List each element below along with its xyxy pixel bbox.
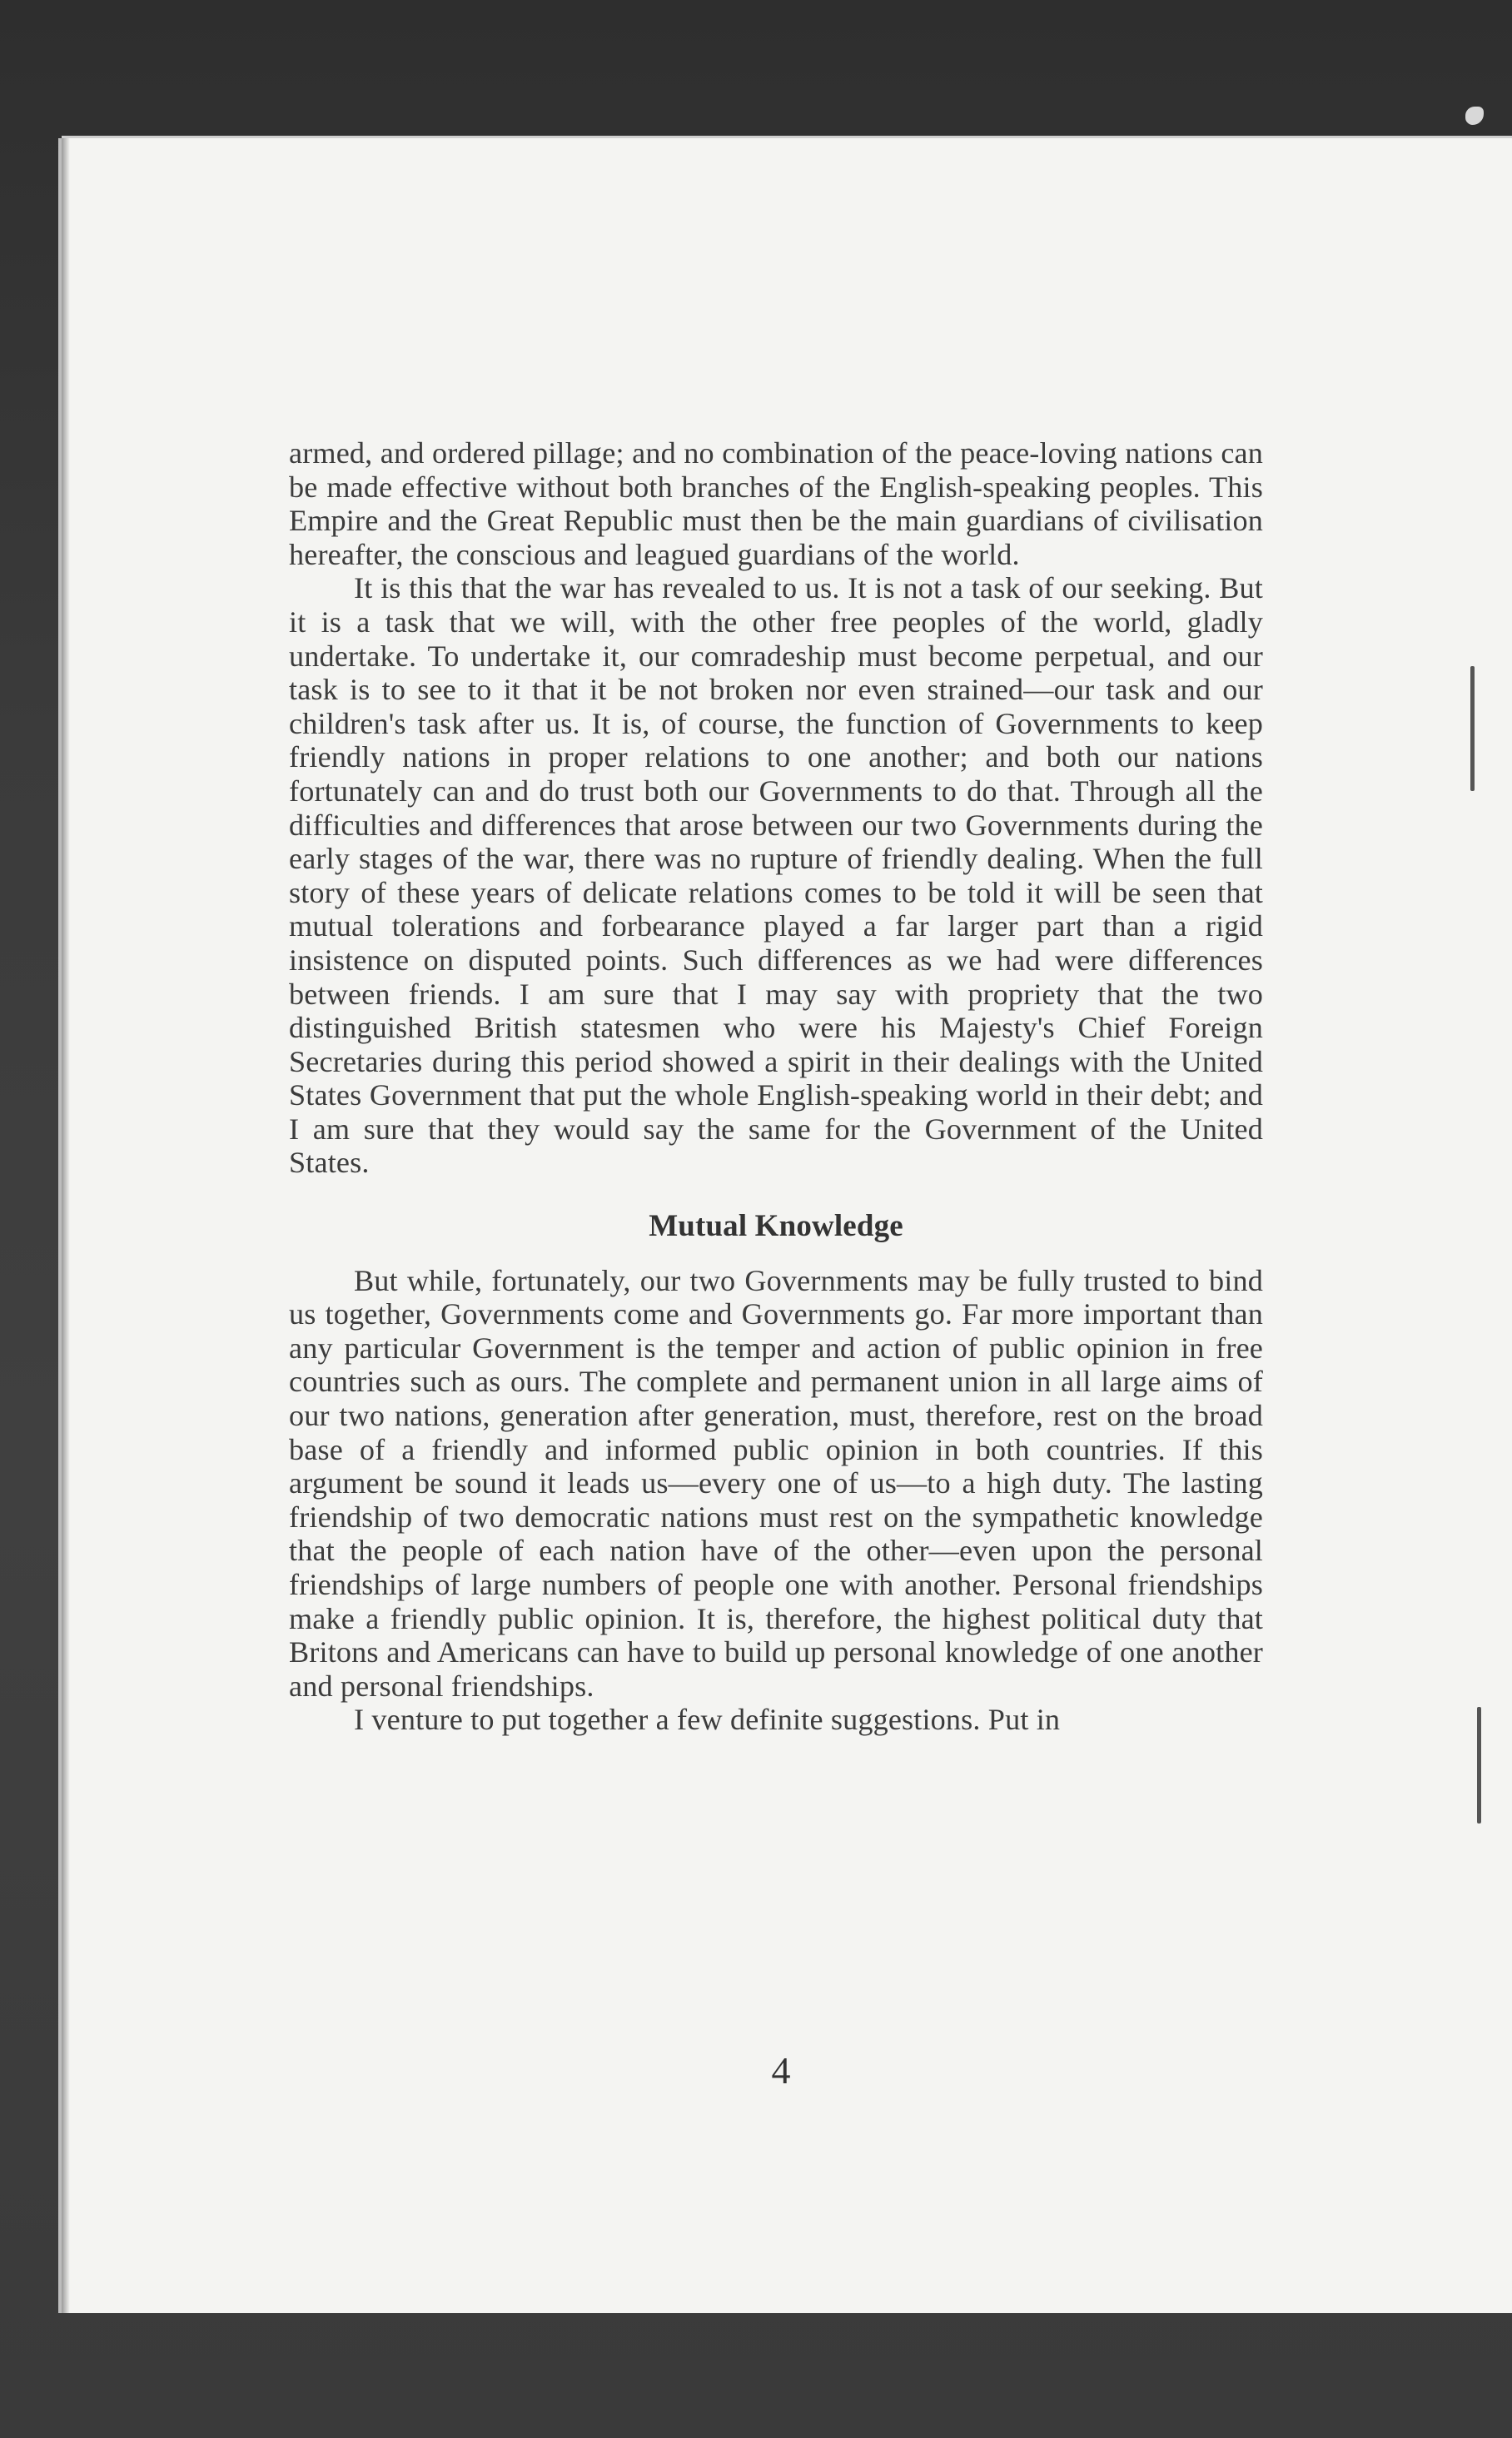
margin-mark (1477, 1707, 1481, 1824)
margin-mark (1470, 666, 1475, 791)
paragraph: armed, and ordered pillage; and no combination of the peace-loving nations can be made effective without both branches of the English-speaking peoples. This Empire and the Great Republic must then be the main guardians of civilisation hereafter, the conscious and leagued guardians of the world. (289, 436, 1263, 571)
paragraph: I venture to put together a few definite suggestions. Put in (354, 1703, 1061, 1737)
body-text (289, 436, 1263, 1737)
paper-edge (62, 138, 70, 2313)
page-number: 4 (771, 2049, 791, 2092)
paragraph: It is this that the war has revealed to us. It is not a task of our seeking. But it is a task that we will, with the other free peoples of the world, gladly undertake. To undertake it, our comradeship must become perpetual, and our task is to see to it that it be not broken nor even strained—our task and our children's task after us. It is, of course, the function of Governments to keep friendly nations in proper relations to one another; and both our nations fortunately can and do trust both our Governments to do that. Through all the difficulties and differences that arose between our two Governments during the early stages of the war, there was no rupture of friendly dealing. When the full story of these years of delicate relations comes to be told it will be seen that mutual tolerations and forbearance played a far larger part than a rigid insistence on disputed points. Such differences as we had were differences between friends. I am sure that I may say with propriety that the two distinguished British statesmen who were his Majesty's Chief Foreign Secretaries during this period showed a spirit in their dealings with the United States Government that put the whole English-speaking world in their debt; and I am sure that they would say the same for the Government of the United States. (289, 571, 1263, 1180)
section-heading: Mutual Knowledge (649, 1209, 903, 1244)
paragraph: But while, fortunately, our two Governments may be fully trusted to bind us together, Governments come and Governments go. Far more important than any particular Government is the temper and action of public opinion in free countries such as ours. The complete and permanent union in all large aims of our two nations, generation after generation, must, therefore, rest on the broad base of a friendly and informed public opinion in both countries. If this argument be sound it leads us—every one of us—to a high duty. The lasting friendship of two democratic nations must rest on the sympathetic knowledge that the people of each nation have of the other—even upon the personal friendships of large numbers of people one with another. Personal friendships make a friendly public opinion. It is, therefore, the highest political duty that Britons and Americans can have to build up personal knowledge of one another and personal friendships. (289, 1263, 1263, 1703)
